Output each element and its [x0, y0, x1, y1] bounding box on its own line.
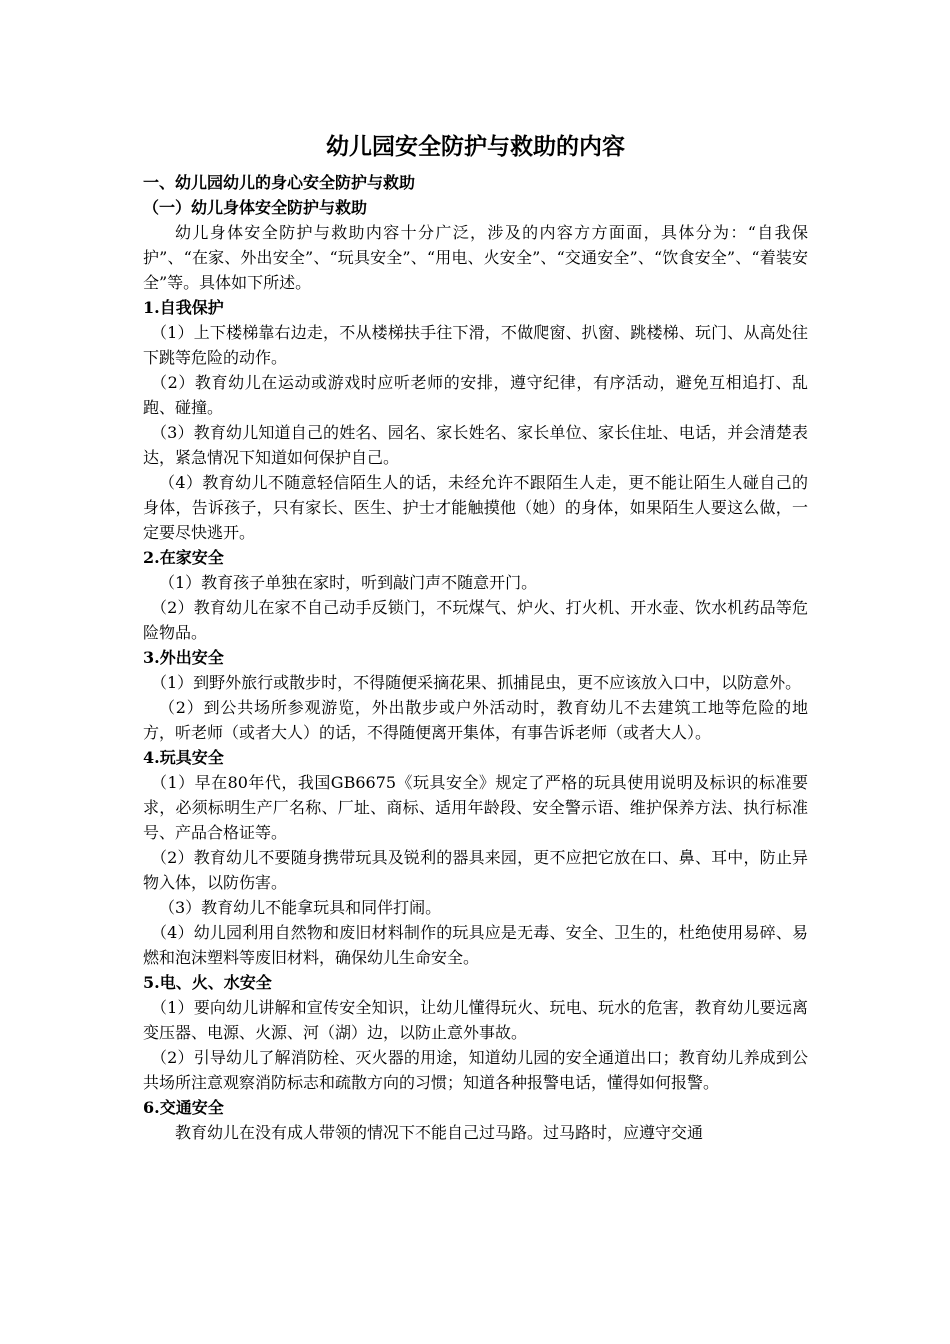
paragraph: （1）要向幼儿讲解和宣传安全知识，让幼儿懂得玩火、玩电、玩水的危害，教育幼儿要远离变压器、电源、火源、河（湖）边，以防止意外事故。 — [143, 998, 808, 1042]
paragraph: （2）教育幼儿在家不自己动手反锁门，不玩煤气、炉火、打火机、开水壶、饮水机药品等危险物品。 — [143, 598, 808, 642]
heading-home-safety: 2.在家安全 — [143, 548, 224, 567]
paragraph: （3）教育幼儿知道自己的姓名、园名、家长姓名、家长单位、家长住址、电话，并会清楚表达，紧急情况下知道如何保护自己。 — [143, 423, 808, 467]
heading-toy-safety: 4.玩具安全 — [143, 748, 224, 767]
paragraph: （2）教育幼儿不要随身携带玩具及锐利的器具来园，更不应把它放在口、鼻、耳中，防止异物入体，以防伤害。 — [143, 848, 808, 892]
intro-paragraph: 幼儿身体安全防护与救助内容十分广泛，涉及的内容方方面面，具体分为：“自我保护”、“在家、外出安全”、“玩具安全”、“用电、火安全”、“交通安全”、“饮食安全”、“着装安全”等。具体如下所述。 — [143, 223, 808, 292]
paragraph: （2）到公共场所参观游览，外出散步或户外活动时，教育幼儿不去建筑工地等危险的地方，听老师（或者大人）的话，不得随便离开集体，有事告诉老师（或者大人）。 — [143, 698, 808, 742]
paragraph: （2）引导幼儿了解消防栓、灭火器的用途，知道幼儿园的安全通道出口；教育幼儿养成到公共场所注意观察消防标志和疏散方向的习惯；知道各种报警电话，懂得如何报警。 — [143, 1048, 808, 1092]
paragraph: （4）教育幼儿不随意轻信陌生人的话，未经允许不跟陌生人走，更不能让陌生人碰自己的身体，告诉孩子，只有家长、医生、护士才能触摸他（她）的身体，如果陌生人要这么做，一定要尽快逃开。 — [143, 473, 808, 542]
paragraph: （3）教育幼儿不能拿玩具和同伴打闹。 — [159, 898, 442, 917]
heading-traffic-safety: 6.交通安全 — [143, 1098, 224, 1117]
paragraph: （1）到野外旅行或散步时，不得随便采摘花果、抓捕昆虫，更不应该放入口中，以防意外。 — [151, 673, 802, 692]
section-heading: 一、幼儿园幼儿的身心安全防护与救助 — [143, 173, 416, 192]
heading-self-protection: 1.自我保护 — [143, 298, 224, 317]
paragraph: 教育幼儿在没有成人带领的情况下不能自己过马路。过马路时，应遵守交通 — [175, 1123, 704, 1142]
document-title: 幼儿园安全防护与救助的内容 — [326, 133, 625, 160]
heading-electric-fire-water: 5.电、火、水安全 — [143, 973, 272, 992]
document-page — [143, 132, 808, 1145]
subsection-heading: （一）幼儿身体安全防护与救助 — [143, 198, 368, 217]
paragraph: （1）教育孩子单独在家时，听到敲门声不随意开门。 — [159, 573, 538, 592]
heading-outing-safety: 3.外出安全 — [143, 648, 224, 667]
paragraph: （2）教育幼儿在运动或游戏时应听老师的安排，遵守纪律，有序活动，避免互相追打、乱跑、碰撞。 — [143, 373, 808, 417]
paragraph: （1）早在80年代，我国GB6675《玩具安全》规定了严格的玩具使用说明及标识的标准要求，必须标明生产厂名称、厂址、商标、适用年龄段、安全警示语、维护保养方法、执行标准号、产品合格证等。 — [143, 773, 808, 842]
paragraph: （1）上下楼梯靠右边走，不从楼梯扶手往下滑，不做爬窗、扒窗、跳楼梯、玩门、从高处往下跳等危险的动作。 — [143, 323, 808, 367]
paragraph: （4）幼儿园利用自然物和废旧材料制作的玩具应是无毒、安全、卫生的，杜绝使用易碎、易燃和泡沫塑料等废旧材料，确保幼儿生命安全。 — [143, 923, 808, 967]
